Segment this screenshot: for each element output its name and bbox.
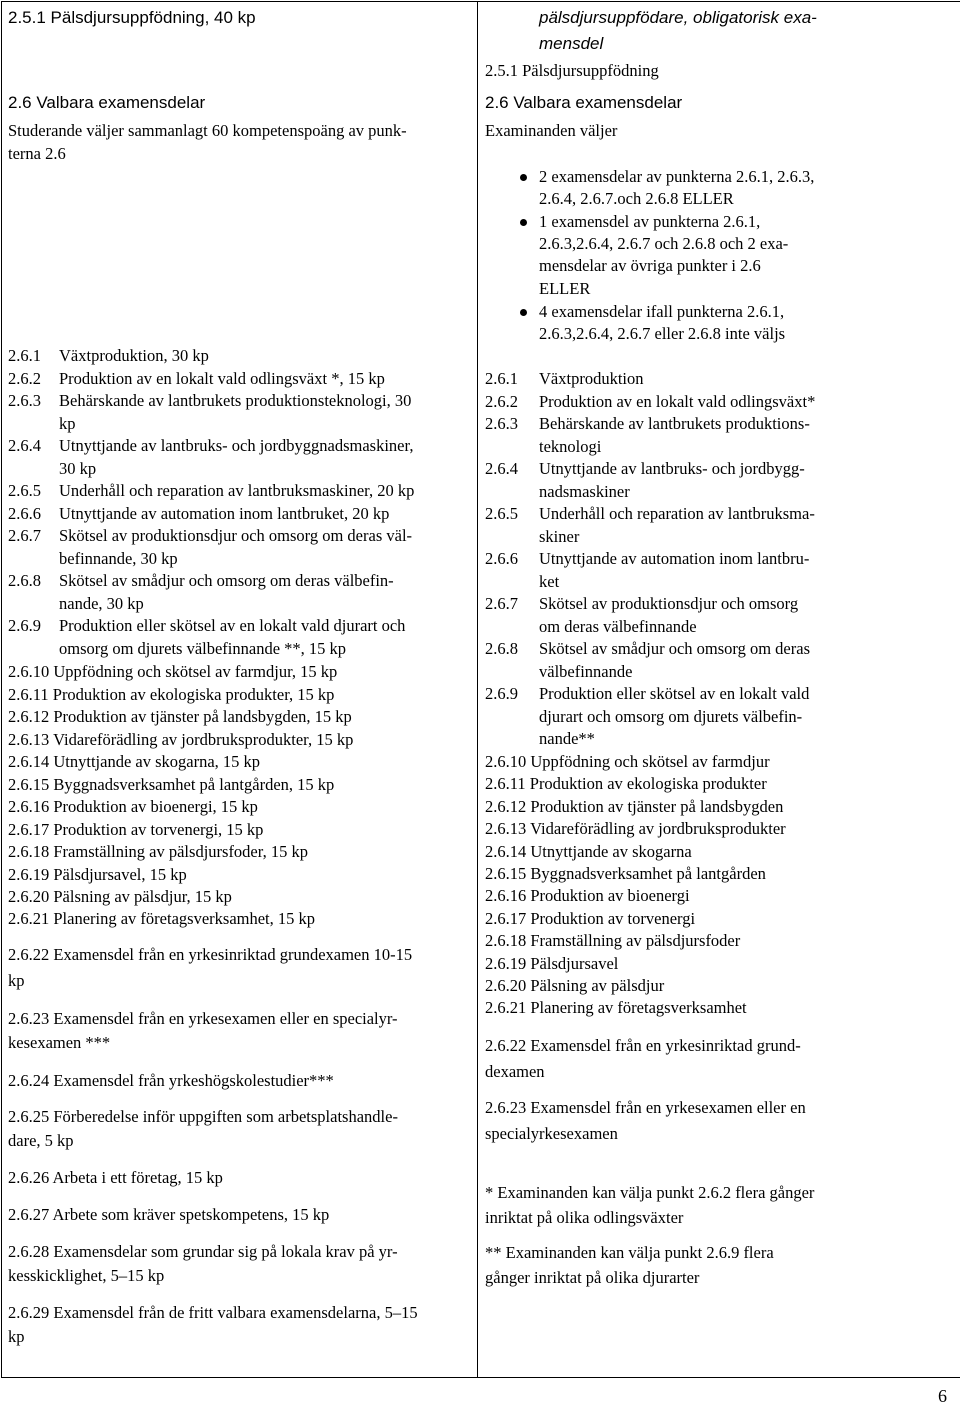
- item-number: 2.6.6: [8, 503, 41, 523]
- item-number: 2.6.8: [8, 571, 41, 590]
- item-line: 2.6.21 Planering av företagsverksamhet, 15 kp: [8, 909, 316, 928]
- item-number: 2.6.7: [8, 526, 41, 545]
- item-text: Produktion av en lokalt vald odlingsväxt *, 15 kp: [59, 368, 385, 388]
- intro-line-1: Studerande väljer sammanlagt 60 kompetenspoäng av punk-: [8, 121, 407, 140]
- item-2-6-24: 2.6.24 Examensdel från yrkeshögskolestudier***: [8, 1071, 334, 1090]
- heading-2-5-1: 2.5.1 Pälsdjursuppfödning, 40 kp: [8, 8, 256, 27]
- bullet-dot-icon: [520, 219, 527, 226]
- bullet-1-line-1: 2 examensdelar av punkterna 2.6.1, 2.6.3,: [539, 167, 815, 186]
- item-line: 2.6.13 Vidareförädling av jordbruksprodukter, 15 kp: [8, 729, 354, 749]
- item-2-6-26: 2.6.26 Arbeta i ett företag, 15 kp: [8, 1168, 223, 1187]
- heading-2-6-left: 2.6 Valbara examensdelar: [8, 93, 206, 112]
- footnote-2-line-1: ** Examinanden kan välja punkt 2.6.9 flera: [485, 1243, 774, 1262]
- bullet-2-line-1: 1 examensdel av punkterna 2.6.1,: [539, 212, 761, 231]
- intro-line-2: terna 2.6: [8, 144, 66, 163]
- item-text: Behärskande av lantbrukets produktionsteknologi, 30: [59, 391, 412, 410]
- item-number: 2.6.1: [485, 369, 518, 388]
- item-text: Produktion eller skötsel av en lokalt vald djurart och: [59, 616, 406, 635]
- right-top-line-2: mensdel: [539, 34, 604, 53]
- item-text: nande, 30 kp: [59, 593, 144, 613]
- item-text: Underhåll och reparation av lantbruksma-: [539, 504, 815, 523]
- item-text: teknologi: [539, 436, 602, 456]
- item-text: djurart och omsorg om djurets välbefin-: [539, 706, 803, 726]
- item-text: Skötsel av produktionsdjur och omsorg om deras väl-: [59, 526, 413, 545]
- bullet-3-line-1: 4 examensdelar ifall punkterna 2.6.1,: [539, 302, 785, 321]
- heading-2-6-right: 2.6 Valbara examensdelar: [485, 93, 683, 112]
- item-text: nande**: [539, 729, 595, 748]
- item-line: 2.6.17 Produktion av torvenergi, 15 kp: [8, 819, 264, 839]
- item-number: 2.6.4: [485, 459, 518, 478]
- item-text: Utnyttjande av lantbruks- och jordbyggnadsmaskiner,: [59, 436, 414, 455]
- item-line: 2.6.13 Vidareförädling av jordbruksprodukter: [485, 819, 786, 839]
- item-number: 2.6.7: [485, 594, 518, 613]
- bullet-2-line-3: mensdelar av övriga punkter i 2.6: [539, 256, 761, 275]
- footnote-2-line-2: gånger inriktat på olika djurarter: [485, 1268, 700, 1287]
- item-line: 2.6.18 Framställning av pälsdjursfoder: [485, 931, 741, 951]
- item-number: 2.6.3: [8, 391, 41, 410]
- right-item-2-6-22-line-2: dexamen: [485, 1062, 545, 1081]
- item-text: Växtproduktion, 30 kp: [59, 346, 209, 365]
- bullet-dot-icon: [520, 309, 527, 316]
- item-line: 2.6.16 Produktion av bioenergi, 15 kp: [8, 797, 258, 816]
- item-text: Produktion av en lokalt vald odlingsväxt*: [539, 391, 816, 411]
- item-text: Växtproduktion: [539, 369, 644, 388]
- item-text: omsorg om djurets välbefinnande **, 15 kp: [59, 638, 347, 658]
- item-text: Skötsel av smådjur och omsorg om deras: [539, 639, 810, 658]
- right-intro: Examinanden väljer: [485, 121, 618, 140]
- footnote-1-line-1: * Examinanden kan välja punkt 2.6.2 flera gånger: [485, 1183, 815, 1202]
- item-line: 2.6.18 Framställning av pälsdjursfoder, 15 kp: [8, 842, 308, 861]
- item-number: 2.6.9: [8, 616, 41, 635]
- item-line: 2.6.14 Utnyttjande av skogarna: [485, 841, 692, 861]
- item-text: Underhåll och reparation av lantbruksmaskiner, 20 kp: [59, 481, 415, 500]
- item-line: 2.6.10 Uppfödning och skötsel av farmdjur, 15 kp: [8, 662, 338, 681]
- item-line: 2.6.15 Byggnadsverksamhet på lantgården, 15 kp: [8, 774, 335, 794]
- item-number: 2.6.9: [485, 684, 518, 703]
- item-line: 2.6.20 Pälsning av pälsdjur, 15 kp: [8, 887, 232, 906]
- item-number: 2.6.4: [8, 436, 41, 455]
- item-line: 2.6.11 Produktion av ekologiska produkter: [485, 774, 767, 794]
- item-2-6-28-line-1: 2.6.28 Examensdelar som grundar sig på lokala krav på yr-: [8, 1242, 398, 1261]
- item-text: Utnyttjande av automation inom lantbruket, 20 kp: [59, 503, 390, 523]
- item-line: 2.6.20 Pälsning av pälsdjur: [485, 976, 665, 995]
- right-item-2-6-23-line-1: 2.6.23 Examensdel från en yrkesexamen eller en: [485, 1098, 806, 1117]
- item-2-6-29-line-2: kp: [8, 1327, 25, 1346]
- bullet-1-line-2: 2.6.4, 2.6.7.och 2.6.8 ELLER: [539, 189, 734, 208]
- item-number: 2.6.5: [485, 504, 518, 523]
- item-2-6-23-line-2: kesexamen ***: [8, 1033, 111, 1052]
- item-2-6-25-line-2: dare, 5 kp: [8, 1131, 74, 1150]
- bullet-2-line-4: ELLER: [539, 279, 591, 298]
- item-number: 2.6.8: [485, 639, 518, 658]
- item-text: 30 kp: [59, 458, 97, 478]
- item-line: 2.6.14 Utnyttjande av skogarna, 15 kp: [8, 752, 261, 771]
- bullet-2-line-2: 2.6.3,2.6.4, 2.6.7 och 2.6.8 och 2 exa-: [539, 234, 789, 253]
- item-text: ket: [539, 571, 560, 591]
- item-2-6-27: 2.6.27 Arbete som kräver spetskompetens, 15 kp: [8, 1205, 330, 1224]
- item-text: Behärskande av lantbrukets produktions-: [539, 414, 810, 433]
- item-2-6-22-line-2: kp: [8, 971, 25, 990]
- item-number: 2.6.3: [485, 414, 518, 433]
- item-text: kp: [59, 413, 76, 433]
- item-line: 2.6.11 Produktion av ekologiska produkter, 15 kp: [8, 684, 335, 704]
- item-line: 2.6.15 Byggnadsverksamhet på lantgården: [485, 864, 766, 883]
- item-number: 2.6.5: [8, 481, 41, 500]
- bullet-dot-icon: [520, 174, 527, 181]
- page-number: 6: [938, 1386, 947, 1406]
- item-text: Produktion eller skötsel av en lokalt vald: [539, 684, 810, 703]
- item-line: 2.6.12 Produktion av tjänster på landsbygden: [485, 796, 784, 816]
- item-line: 2.6.12 Produktion av tjänster på landsbygden, 15 kp: [8, 707, 352, 726]
- item-line: 2.6.10 Uppfödning och skötsel av farmdjur: [485, 752, 770, 771]
- item-text: välbefinnande: [539, 661, 633, 681]
- column-divider: [477, 1, 478, 1378]
- item-number: 2.6.2: [8, 368, 41, 388]
- item-2-6-28-line-2: kesskicklighet, 5–15 kp: [8, 1266, 165, 1285]
- item-text: Utnyttjande av automation inom lantbru-: [539, 549, 810, 568]
- right-item-2-6-22-line-1: 2.6.22 Examensdel från en yrkesinriktad grund-: [485, 1036, 801, 1055]
- item-line: 2.6.16 Produktion av bioenergi: [485, 886, 690, 906]
- item-2-6-25-line-1: 2.6.25 Förberedelse inför uppgiften som arbetsplatshandle-: [8, 1107, 398, 1126]
- item-number: 2.6.1: [8, 346, 41, 365]
- item-text: skiner: [539, 526, 580, 546]
- item-number: 2.6.2: [485, 391, 518, 411]
- footnote-1-line-2: inriktat på olika odlingsväxter: [485, 1208, 684, 1227]
- item-text: om deras välbefinnande: [539, 616, 697, 636]
- item-number: 2.6.6: [485, 549, 518, 568]
- right-item-2-6-23-line-2: specialyrkesexamen: [485, 1124, 618, 1143]
- item-text: Skötsel av smådjur och omsorg om deras välbefin-: [59, 571, 394, 590]
- item-line: 2.6.19 Pälsdjursavel: [485, 953, 619, 973]
- right-top-line-3: 2.5.1 Pälsdjursuppfödning: [485, 61, 659, 80]
- item-text: Utnyttjande av lantbruks- och jordbygg-: [539, 459, 805, 478]
- item-line: 2.6.21 Planering av företagsverksamhet: [485, 998, 747, 1018]
- item-text: Skötsel av produktionsdjur och omsorg: [539, 594, 799, 613]
- item-line: 2.6.19 Pälsdjursavel, 15 kp: [8, 864, 187, 884]
- item-text: nadsmaskiner: [539, 481, 630, 501]
- item-2-6-23-line-1: 2.6.23 Examensdel från en yrkesexamen eller en specialyr-: [8, 1009, 398, 1028]
- item-2-6-29-line-1: 2.6.29 Examensdel från de fritt valbara examensdelarna, 5–15: [8, 1303, 418, 1322]
- item-text: befinnande, 30 kp: [59, 548, 178, 568]
- item-line: 2.6.17 Produktion av torvenergi: [485, 908, 696, 928]
- item-2-6-22-line-1: 2.6.22 Examensdel från en yrkesinriktad grundexamen 10-15: [8, 945, 413, 964]
- bullet-3-line-2: 2.6.3,2.6.4, 2.6.7 eller 2.6.8 inte väljs: [539, 324, 786, 343]
- right-top-line-1: pälsdjursuppfödare, obligatorisk exa-: [539, 8, 817, 27]
